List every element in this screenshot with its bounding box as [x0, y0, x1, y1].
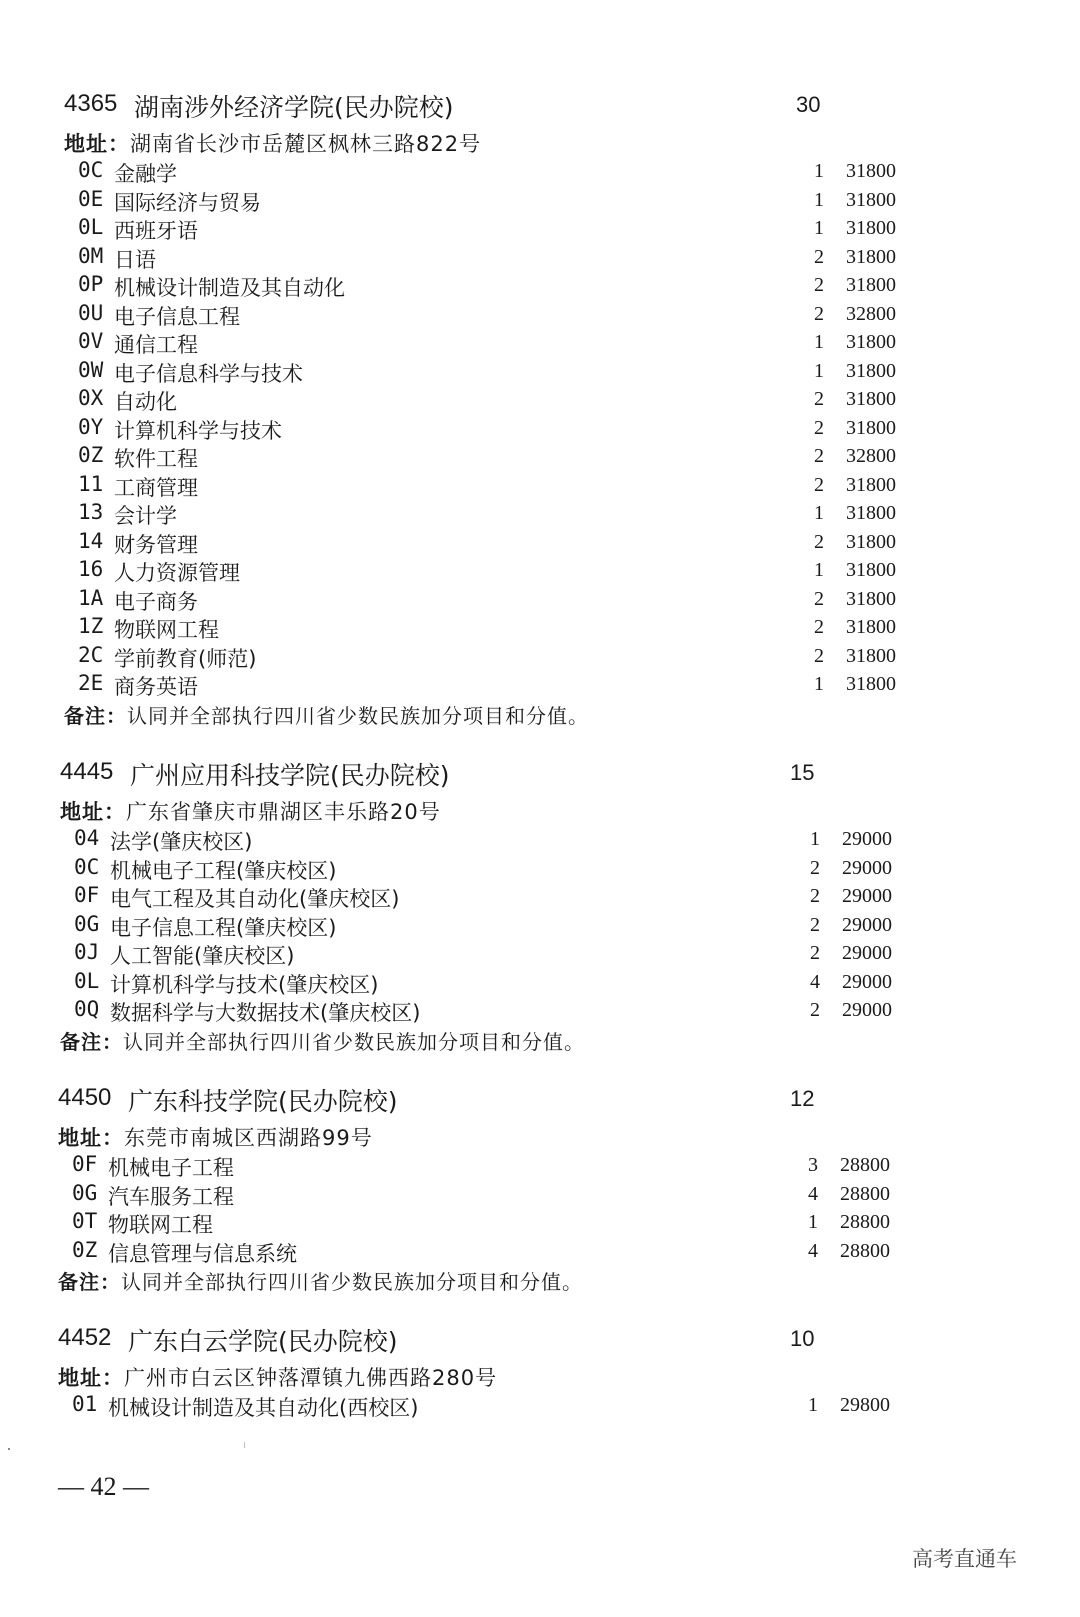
major-quota: 2 — [814, 644, 824, 667]
school-address — [60, 796, 1060, 826]
major-tuition: 31800 — [846, 245, 896, 268]
major-tuition: 31800 — [846, 644, 896, 667]
major-name: 财务管理 — [114, 532, 198, 557]
note-text: 认同并全部执行四川省少数民族加分项目和分值。 — [127, 703, 589, 728]
major-quota: 1 — [814, 217, 824, 239]
major-quota: 2 — [814, 416, 824, 439]
major-row — [64, 472, 1064, 501]
major-list — [60, 826, 1060, 1026]
major-quota: 1 — [814, 502, 824, 524]
major-quota: 2 — [814, 473, 824, 496]
school-address — [64, 128, 1064, 158]
school-total-quota: 10 — [790, 1326, 815, 1351]
address-text: 广州市白云区钟落潭镇九佛西路280号 — [124, 1366, 498, 1390]
major-quota: 1 — [808, 1394, 818, 1416]
school-name: 广州应用科技学院(民办院校) — [130, 761, 450, 790]
note-label: 备注： — [58, 1270, 121, 1294]
major-name: 电子商务 — [114, 589, 198, 614]
major-row — [64, 329, 1064, 358]
major-code: 11 — [78, 471, 104, 496]
major-name: 法学(肇庆校区) — [110, 830, 253, 854]
major-name: 机械设计制造及其自动化 — [114, 276, 345, 300]
major-code: 0G — [72, 1180, 98, 1205]
major-name: 信息管理与信息系统 — [108, 1241, 297, 1266]
major-row — [64, 557, 1064, 586]
school-header — [58, 1084, 1058, 1122]
note-label: 备注： — [60, 1029, 123, 1054]
major-name: 计算机科学与技术(肇庆校区) — [110, 972, 379, 997]
major-name: 软件工程 — [114, 447, 198, 471]
address-text: 东莞市南城区西湖路99号 — [124, 1126, 373, 1150]
major-row — [60, 940, 1060, 969]
major-name: 日语 — [114, 247, 156, 272]
major-code: 01 — [72, 1392, 98, 1416]
school-code: 4365 — [64, 90, 118, 117]
major-tuition: 31800 — [846, 673, 896, 695]
major-row — [64, 443, 1064, 472]
school-header — [58, 1324, 1058, 1362]
major-code: 0C — [74, 854, 100, 879]
major-name: 通信工程 — [114, 333, 198, 357]
major-list — [64, 158, 1064, 700]
major-code: 0Y — [78, 414, 104, 439]
school-total-quota: 15 — [790, 760, 815, 785]
major-tuition: 32800 — [846, 302, 896, 325]
major-tuition: 31800 — [846, 530, 896, 553]
address-text: 湖南省长沙市岳麓区枫林三路822号 — [130, 132, 482, 156]
school-address — [58, 1122, 1058, 1152]
major-code: 0U — [78, 300, 104, 325]
major-quota: 2 — [810, 913, 820, 936]
major-tuition: 29000 — [842, 856, 892, 879]
major-name: 国际经济与贸易 — [114, 190, 261, 215]
major-row — [60, 826, 1060, 855]
major-code: 0L — [78, 215, 104, 239]
major-name: 机械电子工程 — [108, 1156, 234, 1180]
major-quota: 2 — [814, 445, 824, 467]
major-tuition: 31800 — [846, 359, 896, 382]
major-code: 14 — [78, 528, 104, 553]
major-row — [58, 1209, 1058, 1238]
major-name: 计算机科学与技术 — [114, 418, 282, 443]
major-quota: 2 — [810, 999, 820, 1021]
major-tuition: 28800 — [840, 1239, 890, 1262]
address-text: 广东省肇庆市鼎湖区丰乐路20号 — [126, 800, 441, 824]
major-row — [64, 301, 1064, 330]
major-tuition: 31800 — [846, 388, 896, 410]
note-text: 认同并全部执行四川省少数民族加分项目和分值。 — [121, 1270, 583, 1294]
major-quota: 2 — [814, 274, 824, 296]
major-row — [60, 969, 1060, 998]
major-quota: 1 — [814, 160, 824, 182]
major-quota: 1 — [814, 359, 824, 382]
major-quota: 2 — [814, 245, 824, 268]
major-row — [64, 187, 1064, 216]
major-name: 人力资源管理 — [114, 561, 240, 585]
major-row — [64, 158, 1064, 187]
major-row — [58, 1238, 1058, 1267]
address-label: 地址： — [60, 800, 126, 824]
major-name: 自动化 — [114, 390, 177, 414]
major-quota: 1 — [814, 331, 824, 353]
major-quota: 2 — [810, 942, 820, 964]
major-name: 数据科学与大数据技术(肇庆校区) — [110, 1001, 421, 1025]
major-code: 0X — [78, 386, 104, 410]
major-quota: 1 — [810, 828, 820, 850]
major-code: 2C — [78, 642, 104, 667]
major-tuition: 31800 — [846, 188, 896, 211]
major-code: 16 — [78, 557, 104, 581]
major-row — [58, 1392, 1058, 1421]
major-tuition: 31800 — [846, 616, 896, 638]
major-name: 工商管理 — [114, 475, 198, 500]
school-note — [58, 1266, 1058, 1296]
school-address — [58, 1362, 1058, 1392]
major-tuition: 28800 — [840, 1154, 890, 1176]
school-header — [64, 90, 1064, 128]
major-quota: 2 — [814, 302, 824, 325]
major-tuition: 29800 — [840, 1394, 890, 1416]
watermark: 高考直通车 — [912, 1547, 1017, 1571]
major-name: 机械电子工程(肇庆校区) — [110, 858, 337, 883]
major-row — [64, 215, 1064, 244]
major-list — [58, 1392, 1058, 1421]
major-quota: 2 — [810, 856, 820, 879]
major-tuition: 31800 — [846, 559, 896, 581]
major-name: 商务英语 — [114, 675, 198, 699]
major-code: 0Z — [72, 1237, 98, 1262]
major-tuition: 29000 — [842, 942, 892, 964]
major-row — [64, 643, 1064, 672]
major-tuition: 31800 — [846, 331, 896, 353]
major-row — [64, 244, 1064, 273]
major-tuition: 31800 — [846, 160, 896, 182]
school-code: 4452 — [58, 1324, 112, 1351]
school-note — [60, 1026, 1060, 1056]
major-name: 金融学 — [114, 162, 177, 186]
major-code: 0G — [74, 911, 100, 936]
scan-speck — [8, 1448, 10, 1450]
school-code: 4445 — [60, 758, 114, 785]
major-tuition: 31800 — [846, 217, 896, 239]
major-quota: 1 — [808, 1211, 818, 1233]
major-name: 人工智能(肇庆校区) — [110, 944, 295, 968]
major-name: 电气工程及其自动化(肇庆校区) — [110, 887, 400, 911]
major-row — [64, 386, 1064, 415]
major-quota: 2 — [814, 530, 824, 553]
major-quota: 4 — [808, 1239, 818, 1262]
major-row — [60, 855, 1060, 884]
major-row — [64, 586, 1064, 615]
school-block — [60, 758, 1060, 1056]
major-code: 0Z — [78, 443, 104, 467]
major-code: 0E — [78, 186, 104, 211]
major-name: 物联网工程 — [114, 618, 219, 642]
address-label: 地址： — [58, 1366, 124, 1390]
major-tuition: 32800 — [846, 445, 896, 467]
major-quota: 1 — [814, 673, 824, 695]
major-tuition: 28800 — [840, 1182, 890, 1205]
major-name: 汽车服务工程 — [108, 1184, 234, 1209]
major-tuition: 29000 — [842, 885, 892, 907]
school-name: 广东科技学院(民办院校) — [128, 1087, 398, 1116]
major-tuition: 28800 — [840, 1211, 890, 1233]
major-tuition: 31800 — [846, 473, 896, 496]
major-code: 0V — [78, 329, 104, 353]
major-code: 0F — [72, 1152, 98, 1176]
major-code: 0P — [78, 272, 104, 296]
major-quota: 4 — [808, 1182, 818, 1205]
school-header — [60, 758, 1060, 796]
major-row — [64, 358, 1064, 387]
major-quota: 3 — [808, 1154, 818, 1176]
major-name: 电子信息工程 — [114, 304, 240, 329]
school-block — [64, 90, 1064, 730]
major-code: 0W — [78, 357, 104, 382]
major-quota: 1 — [814, 559, 824, 581]
major-row — [58, 1152, 1058, 1181]
major-row — [64, 272, 1064, 301]
major-row — [60, 883, 1060, 912]
school-name: 湖南涉外经济学院(民办院校) — [134, 93, 454, 122]
major-row — [64, 671, 1064, 700]
note-label: 备注： — [64, 703, 127, 728]
major-code: 0L — [74, 968, 100, 993]
major-name: 西班牙语 — [114, 219, 198, 243]
major-name: 电子信息科学与技术 — [114, 361, 303, 386]
major-code: 04 — [74, 826, 100, 850]
school-block — [58, 1324, 1058, 1421]
school-total-quota: 12 — [790, 1086, 815, 1111]
major-quota: 4 — [810, 970, 820, 993]
major-code: 13 — [78, 500, 104, 524]
major-name: 学前教育(师范) — [114, 646, 257, 671]
address-label: 地址： — [58, 1126, 124, 1150]
major-list — [58, 1152, 1058, 1266]
major-code: 0T — [72, 1209, 98, 1233]
major-tuition: 31800 — [846, 416, 896, 439]
major-quota: 2 — [810, 885, 820, 907]
address-label: 地址： — [64, 132, 130, 156]
major-quota: 2 — [814, 587, 824, 610]
school-block — [58, 1084, 1058, 1296]
major-quota: 1 — [814, 188, 824, 211]
major-name: 会计学 — [114, 504, 177, 528]
school-note — [64, 700, 1064, 730]
major-row — [64, 500, 1064, 529]
major-code: 0Q — [74, 997, 100, 1021]
major-row — [60, 997, 1060, 1026]
major-code: 2E — [78, 671, 104, 695]
major-tuition: 29000 — [842, 913, 892, 936]
major-code: 0C — [78, 158, 104, 182]
major-name: 机械设计制造及其自动化(西校区) — [108, 1396, 419, 1420]
major-quota: 2 — [814, 616, 824, 638]
school-code: 4450 — [58, 1084, 112, 1111]
major-tuition: 29000 — [842, 828, 892, 850]
major-tuition: 29000 — [842, 999, 892, 1021]
major-code: 0F — [74, 883, 100, 907]
major-tuition: 29000 — [842, 970, 892, 993]
major-name: 物联网工程 — [108, 1213, 213, 1237]
major-code: 0J — [74, 940, 100, 964]
note-text: 认同并全部执行四川省少数民族加分项目和分值。 — [123, 1029, 585, 1054]
major-row — [60, 912, 1060, 941]
major-code: 0M — [78, 243, 104, 268]
major-tuition: 31800 — [846, 274, 896, 296]
major-tuition: 31800 — [846, 587, 896, 610]
major-row — [64, 415, 1064, 444]
school-name: 广东白云学院(民办院校) — [128, 1327, 398, 1356]
school-total-quota: 30 — [796, 92, 821, 117]
major-row — [64, 529, 1064, 558]
major-code: 1Z — [78, 614, 104, 638]
scan-speck — [244, 1442, 245, 1448]
page-number: — 42 — — [58, 1472, 149, 1501]
major-row — [64, 614, 1064, 643]
major-row — [58, 1181, 1058, 1210]
major-name: 电子信息工程(肇庆校区) — [110, 915, 337, 940]
major-tuition: 31800 — [846, 502, 896, 524]
major-code: 1A — [78, 585, 104, 610]
major-quota: 2 — [814, 388, 824, 410]
